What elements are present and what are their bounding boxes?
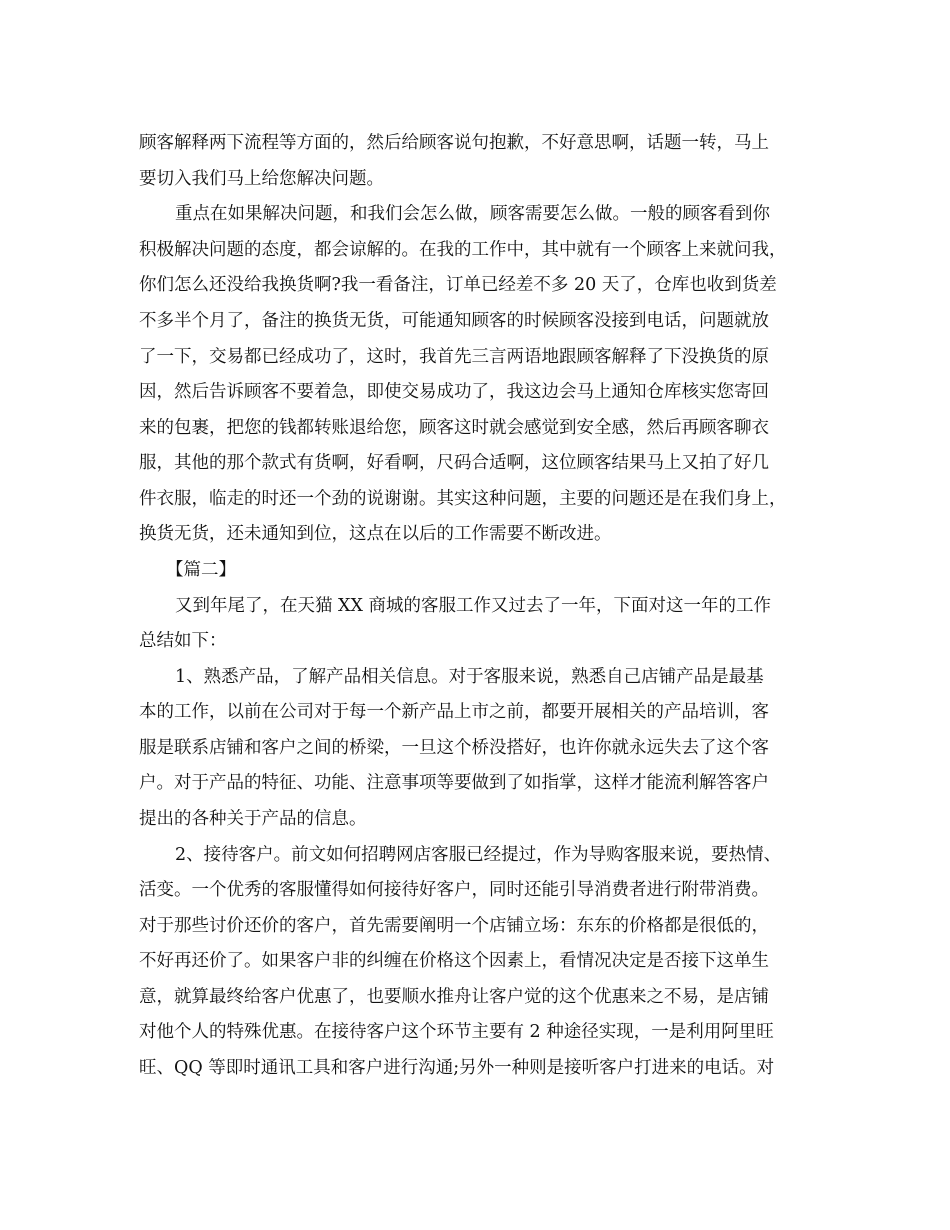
body-text-line: 提出的各种关于产品的信息。	[139, 809, 367, 829]
body-text-line: 意，就算最终给客户优惠了，也要顺水推舟让客户觉的这个优惠来之不易，是店铺	[139, 987, 769, 1007]
body-text-line: 不好再还价了。如果客户非的纠缠在价格这个因素上，看情况决定是否接下这单生	[139, 951, 769, 971]
body-text-line: 不多半个月了，备注的换货无货，可能通知顾客的时候顾客没接到电话，问题就放	[139, 311, 769, 331]
body-text-line: 服是联系店铺和客户之间的桥梁，一旦这个桥没搭好，也许你就永远失去了这个客	[139, 738, 769, 758]
body-text-line: 积极解决问题的态度，都会谅解的。在我的工作中，其中就有一个顾客上来就问我，	[139, 240, 787, 260]
body-text-line: 本的工作，以前在公司对于每一个新产品上市之前，都要开展相关的产品培训，客	[139, 702, 769, 722]
body-text-line: 因，然后告诉顾客不要着急，即使交易成功了，我这边会马上通知仓库核实您寄回	[139, 382, 769, 402]
body-text-line: 顾客解释两下流程等方面的，然后给顾客说句抱歉，不好意思啊，话题一转，马上	[139, 133, 769, 153]
body-text-line: 件衣服，临走的时还一个劲的说谢谢。其实这种问题，主要的问题还是在我们身上，	[139, 489, 787, 509]
body-text-line: 你们怎么还没给我换货啊?我一看备注，订单已经差不多 20 天了，仓库也收到货差	[139, 275, 777, 295]
body-text-line: 活变。一个优秀的客服懂得如何接待好客户，同时还能引导消费者进行附带消费。	[139, 880, 769, 900]
body-text-line: 2、接待客户。前文如何招聘网店客服已经提过，作为导购客服来说，要热情、	[175, 845, 782, 865]
section-heading: 【篇二】	[166, 560, 236, 580]
body-text-line: 对他个人的特殊优惠。在接待客户这个环节主要有 2 种途径实现，一是利用阿里旺	[139, 1022, 774, 1042]
body-text-line: 服，其他的那个款式有货啊，好看啊，尺码合适啊，这位顾客结果马上又拍了好几	[139, 453, 769, 473]
body-text-line: 总结如下：	[139, 631, 227, 651]
body-text-line: 又到年尾了，在天猫 XX 商城的客服工作又过去了一年，下面对这一年的工作	[175, 596, 772, 616]
body-text-line: 了一下，交易都已经成功了，这时，我首先三言两语地跟顾客解释了下没换货的原	[139, 347, 769, 367]
body-text-line: 要切入我们马上给您解决问题。	[139, 169, 384, 189]
body-text-line: 换货无货，还未通知到位，这点在以后的工作需要不断改进。	[139, 524, 612, 544]
body-text-line: 户。对于产品的特征、功能、注意事项等要做到了如指掌，这样才能流利解答客户	[139, 773, 769, 793]
body-text-line: 对于那些讨价还价的客户，首先需要阐明一个店铺立场：东东的价格都是很低的，	[139, 916, 769, 936]
body-text-line: 旺、QQ 等即时通讯工具和客户进行沟通;另外一种则是接听客户打进来的电话。对	[139, 1058, 775, 1078]
body-text-line: 重点在如果解决问题，和我们会怎么做，顾客需要怎么做。一般的顾客看到你	[175, 204, 770, 224]
body-text-line: 来的包裹，把您的钱都转账退给您，顾客这时就会感觉到安全感，然后再顾客聊衣	[139, 418, 769, 438]
body-text-line: 1、熟悉产品，了解产品相关信息。对于客服来说，熟悉自己店铺产品是最基	[175, 667, 764, 687]
